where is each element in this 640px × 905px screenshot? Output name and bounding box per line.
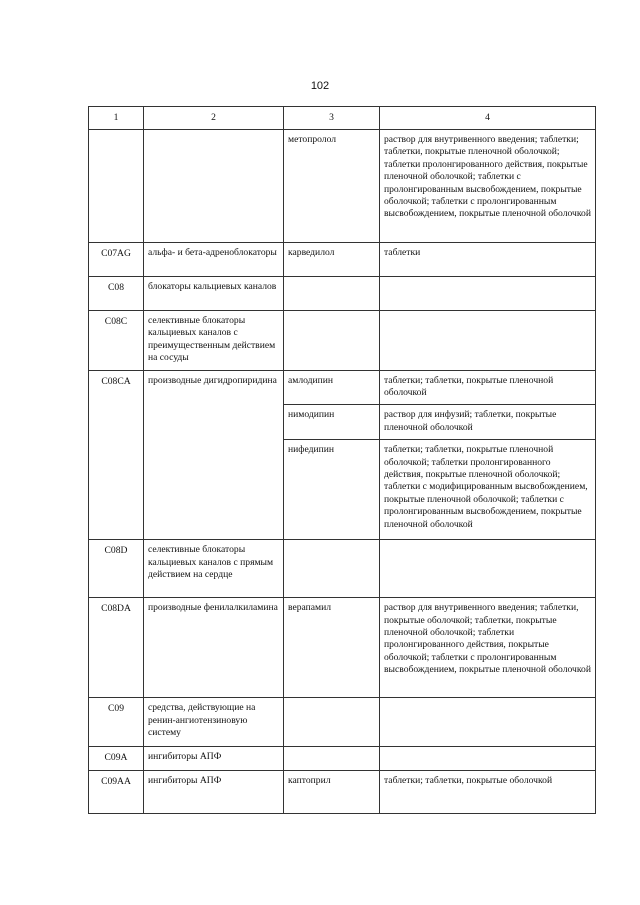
drug-cell: метопролол xyxy=(284,130,380,243)
group-cell: блокаторы кальциевых каналов xyxy=(144,277,284,311)
table-row xyxy=(89,598,596,698)
drug-table xyxy=(88,106,596,814)
drug-cell xyxy=(284,540,380,598)
drug-cell: карведилол xyxy=(284,243,380,277)
drug-cell: амлодипин xyxy=(284,370,380,405)
column-header-2: 2 xyxy=(144,107,284,130)
atc-code-cell: C09AA xyxy=(89,771,144,814)
atc-code-cell: C09A xyxy=(89,747,144,771)
atc-code-cell: C08DA xyxy=(89,598,144,698)
group-cell: альфа- и бета-адреноблокаторы xyxy=(144,243,284,277)
form-cell: раствор для инфузий; таблетки, покрытые пленочной оболочкой xyxy=(380,405,596,440)
drug-cell xyxy=(284,277,380,311)
form-cell xyxy=(380,698,596,747)
table-row xyxy=(89,771,596,814)
group-cell: средства, действующие на ренин-ангиотензиновую систему xyxy=(144,698,284,747)
form-cell: раствор для внутривенного введения; таблетки; таблетки, покрытые пленочной оболочкой; таблетки пролонгированного действия, покрытые пленочной оболочкой; таблетки с пролонгированным высвобождением, покрытые оболочкой; таблетки с пролонгированным высвобождением, покрытые пленочной оболочкой xyxy=(380,130,596,243)
drug-cell xyxy=(284,698,380,747)
atc-code-cell: C08D xyxy=(89,540,144,598)
group-cell: ингибиторы АПФ xyxy=(144,747,284,771)
group-cell: ингибиторы АПФ xyxy=(144,771,284,814)
column-header-3: 3 xyxy=(284,107,380,130)
group-cell xyxy=(144,130,284,243)
atc-code-cell: C07AG xyxy=(89,243,144,277)
table-row xyxy=(89,277,596,311)
group-cell: производные фенилалкиламина xyxy=(144,598,284,698)
column-header-4: 4 xyxy=(380,107,596,130)
atc-code-cell: C08 xyxy=(89,277,144,311)
form-cell: таблетки; таблетки, покрытые пленочной оболочкой; таблетки пролонгированного действия, покрытые пленочной оболочкой; таблетки с модифицированным высвобождением, покрытые пленочной оболочкой; таблетки с пролонгированным высвобождением, покрытые пленочной оболочкой xyxy=(380,440,596,540)
atc-code-cell: C08C xyxy=(89,311,144,371)
table-row xyxy=(89,698,596,747)
table-header-row xyxy=(89,107,596,130)
form-cell: таблетки; таблетки, покрытые пленочной оболочкой xyxy=(380,370,596,405)
atc-code-cell: C08CA xyxy=(89,370,144,540)
group-cell: селективные блокаторы кальциевых каналов с прямым действием на сердце xyxy=(144,540,284,598)
drug-cell: нифедипин xyxy=(284,440,380,540)
table-row xyxy=(89,747,596,771)
drug-cell: каптоприл xyxy=(284,771,380,814)
form-cell: таблетки xyxy=(380,243,596,277)
group-cell: селективные блокаторы кальциевых каналов с преимущественным действием на сосуды xyxy=(144,311,284,371)
drug-cell: верапамил xyxy=(284,598,380,698)
form-cell: раствор для внутривенного введения; таблетки, покрытые оболочкой; таблетки, покрытые пленочной оболочкой; таблетки пролонгированного действия, покрытые оболочкой; таблетки с пролонгированным высвобождением, покрытые пленочной оболочкой xyxy=(380,598,596,698)
column-header-1: 1 xyxy=(89,107,144,130)
table-row xyxy=(89,130,596,243)
table-row xyxy=(89,370,596,405)
table-row xyxy=(89,311,596,371)
form-cell xyxy=(380,540,596,598)
form-cell xyxy=(380,747,596,771)
drug-cell xyxy=(284,311,380,371)
table-row xyxy=(89,540,596,598)
table-row xyxy=(89,243,596,277)
drug-cell xyxy=(284,747,380,771)
page-number: 102 xyxy=(310,80,330,92)
form-cell: таблетки; таблетки, покрытые оболочкой xyxy=(380,771,596,814)
drug-cell: нимодипин xyxy=(284,405,380,440)
atc-code-cell xyxy=(89,130,144,243)
form-cell xyxy=(380,277,596,311)
form-cell xyxy=(380,311,596,371)
atc-code-cell: C09 xyxy=(89,698,144,747)
group-cell: производные дигидропиридина xyxy=(144,370,284,540)
